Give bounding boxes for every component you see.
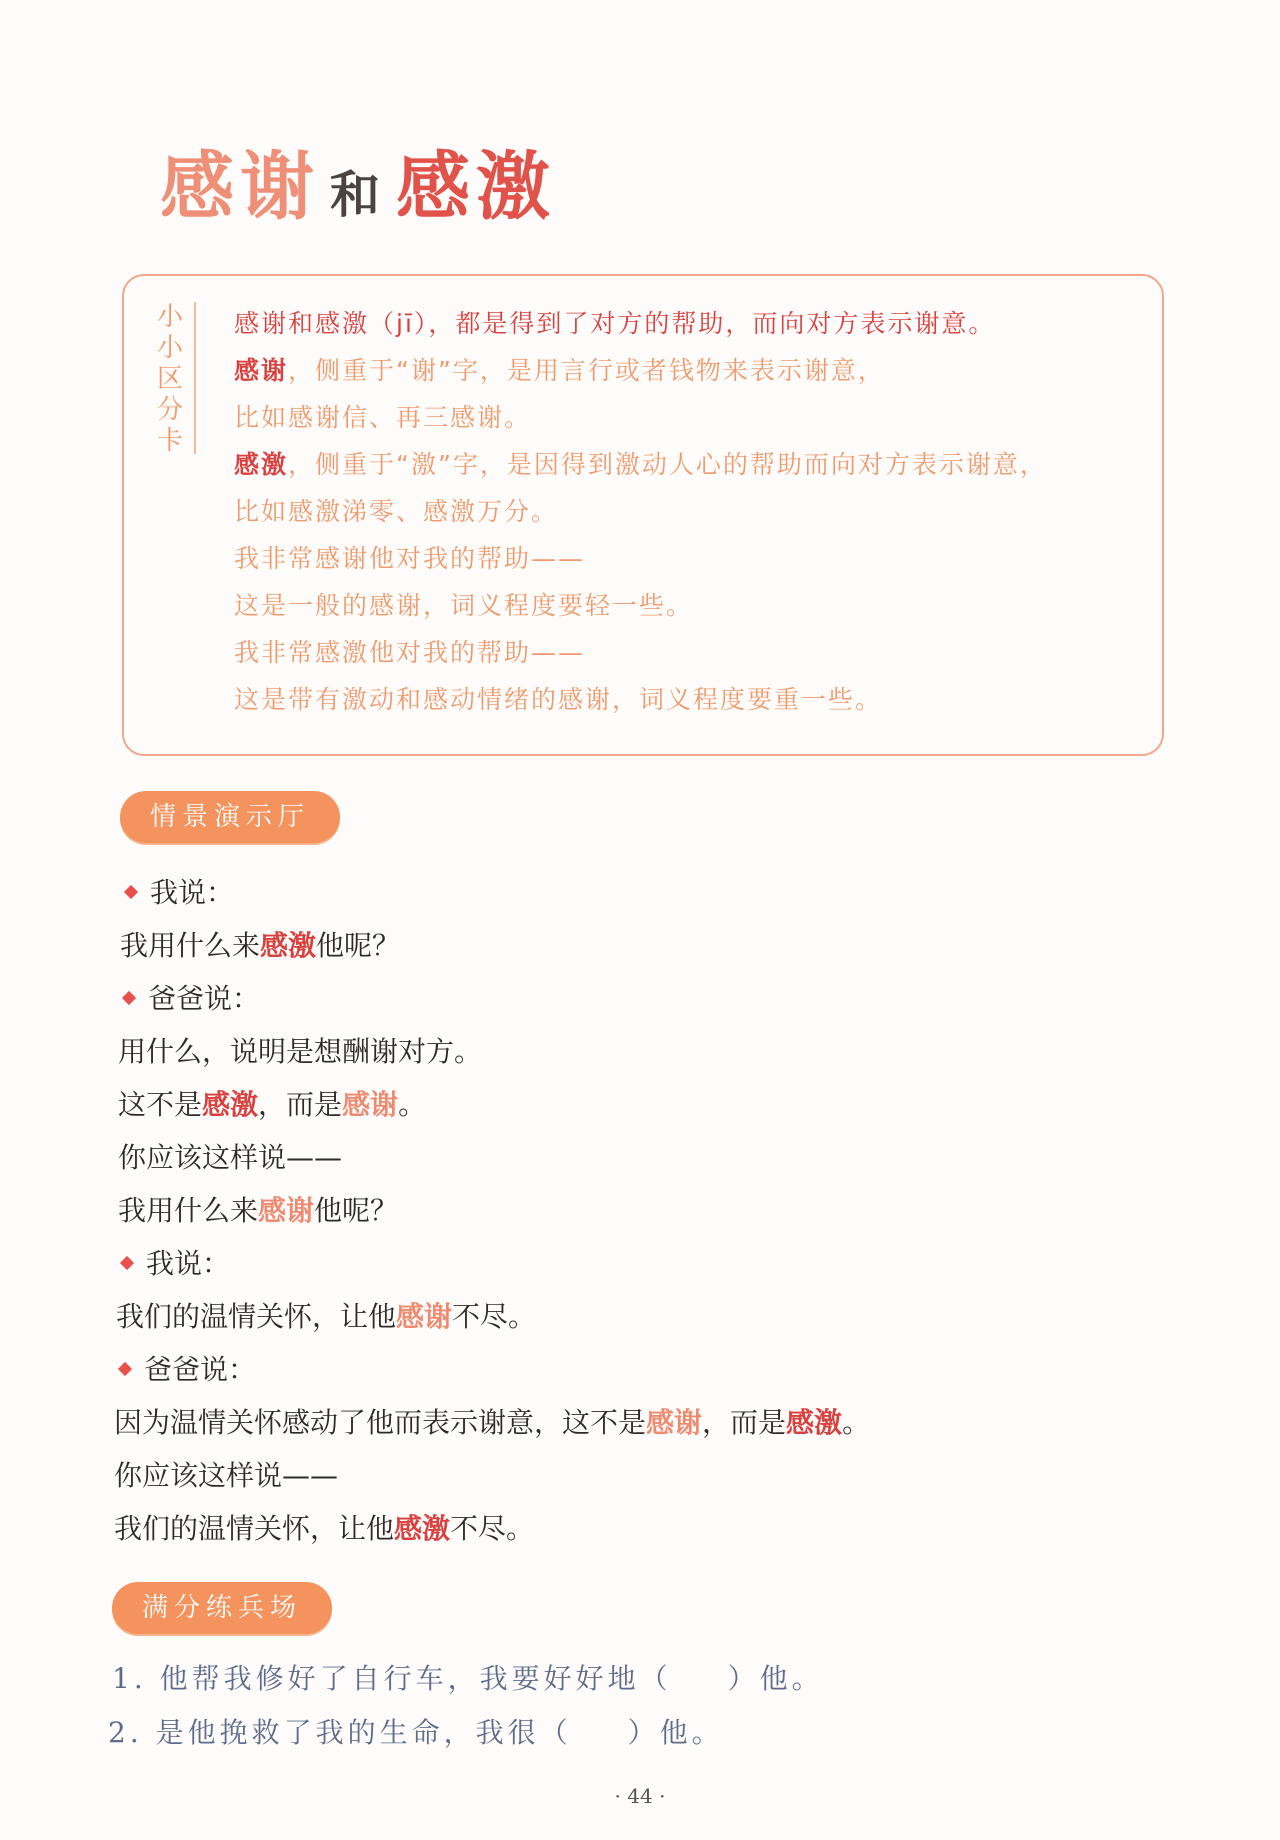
card-line-text: 比如感谢信、再三感谢。: [234, 403, 532, 432]
card-line-text: 感谢和感激（jī），都是得到了对方的帮助，而向对方表示谢意。: [234, 309, 996, 338]
dialogue-text: 你应该这样说——: [118, 1141, 343, 1174]
highlight-word: 感激: [202, 1088, 259, 1121]
speaker-label: 我说：: [150, 876, 235, 909]
card-line-text: 比如感激涕零、感激万分。: [234, 497, 559, 526]
diamond-bullet-icon: [120, 1256, 134, 1270]
highlight-word: 感激: [786, 1406, 843, 1439]
dialogue-line: [0, 1184, 1280, 1237]
card-line: [234, 676, 1152, 723]
dialogue-text: 。: [398, 1088, 427, 1121]
dialogue-line: [0, 919, 1280, 972]
diamond-bullet-icon: [122, 991, 136, 1005]
dialogue-text: 用什么，说明是想酬谢对方。: [118, 1035, 483, 1068]
keyword: 感激: [234, 450, 289, 479]
card-line: [234, 300, 1152, 347]
distinction-card: [122, 274, 1164, 756]
dialogue-text: 。: [842, 1406, 871, 1439]
highlight-word: 感激: [394, 1512, 451, 1545]
card-line-text: 这是带有激动和感动情绪的感谢，词义程度要重一些。: [234, 685, 883, 714]
highlight-word: 感谢: [258, 1194, 315, 1227]
card-line: [234, 535, 1152, 582]
dialogue-text: 他呢？: [314, 1194, 399, 1227]
exercises: [0, 1652, 1280, 1760]
speaker-line: [0, 1343, 1280, 1396]
highlight-word: 感谢: [396, 1300, 453, 1333]
card-line: [234, 629, 1152, 676]
card-line-text: 这是一般的感谢，词义程度要轻一些。: [234, 591, 694, 620]
card-label-char: 分: [156, 395, 183, 425]
exercise-text: 1. 他帮我修好了自行车，我要好好地（: [112, 1662, 672, 1695]
dialogue-line: [0, 1290, 1280, 1343]
card-line-text: ，侧重于“激”字，是因得到激动人心的帮助而向对方表示谢意，: [288, 450, 1047, 479]
card-text: [234, 300, 1152, 723]
dialogue-text: 因为温情关怀感动了他而表示谢意，这不是: [114, 1406, 647, 1439]
highlight-word: 感谢: [646, 1406, 703, 1439]
exercise-item: [0, 1706, 1280, 1760]
dialogue-line: [0, 1078, 1280, 1131]
highlight-word: 感谢: [342, 1088, 399, 1121]
dialogue-line: [0, 1396, 1280, 1449]
dialogue: [0, 866, 1280, 1555]
exercise-text: 2. 是他挽救了我的生命，我很（: [108, 1716, 572, 1749]
dialogue-text: 这不是: [118, 1088, 203, 1121]
exercise-text: ）他。: [627, 1716, 724, 1749]
dialogue-text: 我们的温情关怀，让他: [114, 1512, 395, 1545]
card-line: [234, 488, 1152, 535]
card-label: [152, 302, 188, 457]
dialogue-text: 你应该这样说——: [114, 1459, 339, 1492]
title-part-grateful: 感激: [396, 144, 556, 230]
page-title: [160, 128, 556, 234]
dialogue-text: ，而是: [702, 1406, 787, 1439]
dialogue-line: [0, 1025, 1280, 1078]
card-line: [234, 394, 1152, 441]
dialogue-text: 我用什么来: [120, 929, 261, 962]
dialogue-line: [0, 1131, 1280, 1184]
card-label-char: 卡: [156, 426, 183, 456]
dialogue-text: ，而是: [258, 1088, 343, 1121]
speaker-label: 我说：: [146, 1247, 231, 1280]
card-line-text: ，侧重于“谢”字，是用言行或者钱物来表示谢意，: [288, 356, 885, 385]
card-label-char: 小: [156, 302, 183, 332]
card-label-char: 区: [156, 364, 183, 394]
speaker-label: 爸爸说：: [148, 982, 261, 1015]
title-connector: 和: [330, 166, 386, 224]
card-label-char: 小: [156, 333, 183, 363]
dialogue-line: [0, 1449, 1280, 1502]
card-line: [234, 441, 1152, 488]
card-line: [234, 582, 1152, 629]
card-line-text: 我非常感谢他对我的帮助——: [234, 544, 586, 573]
section-label-practice: 满分练兵场: [112, 1582, 332, 1634]
diamond-bullet-icon: [118, 1362, 132, 1376]
dialogue-text: 不尽。: [450, 1512, 535, 1545]
exercise-item: [0, 1652, 1280, 1706]
dialogue-line: [0, 1502, 1280, 1555]
speaker-label: 爸爸说：: [144, 1353, 257, 1386]
section-label-scenario: 情景演示厅: [120, 791, 340, 843]
exercise-text: ）他。: [727, 1662, 824, 1695]
highlight-word: 感激: [260, 929, 317, 962]
page-number: · 44 ·: [614, 1784, 666, 1808]
dialogue-text: 我用什么来: [118, 1194, 259, 1227]
keyword: 感谢: [234, 356, 289, 385]
card-line: [234, 347, 1152, 394]
card-divider: [194, 302, 196, 454]
diamond-bullet-icon: [124, 885, 138, 899]
dialogue-text: 他呢？: [316, 929, 401, 962]
dialogue-text: 我们的温情关怀，让他: [116, 1300, 397, 1333]
card-line-text: 我非常感激他对我的帮助——: [234, 638, 586, 667]
speaker-line: [0, 866, 1280, 919]
speaker-line: [0, 972, 1280, 1025]
speaker-line: [0, 1237, 1280, 1290]
dialogue-text: 不尽。: [452, 1300, 537, 1333]
title-part-thank: 感谢: [160, 144, 320, 230]
